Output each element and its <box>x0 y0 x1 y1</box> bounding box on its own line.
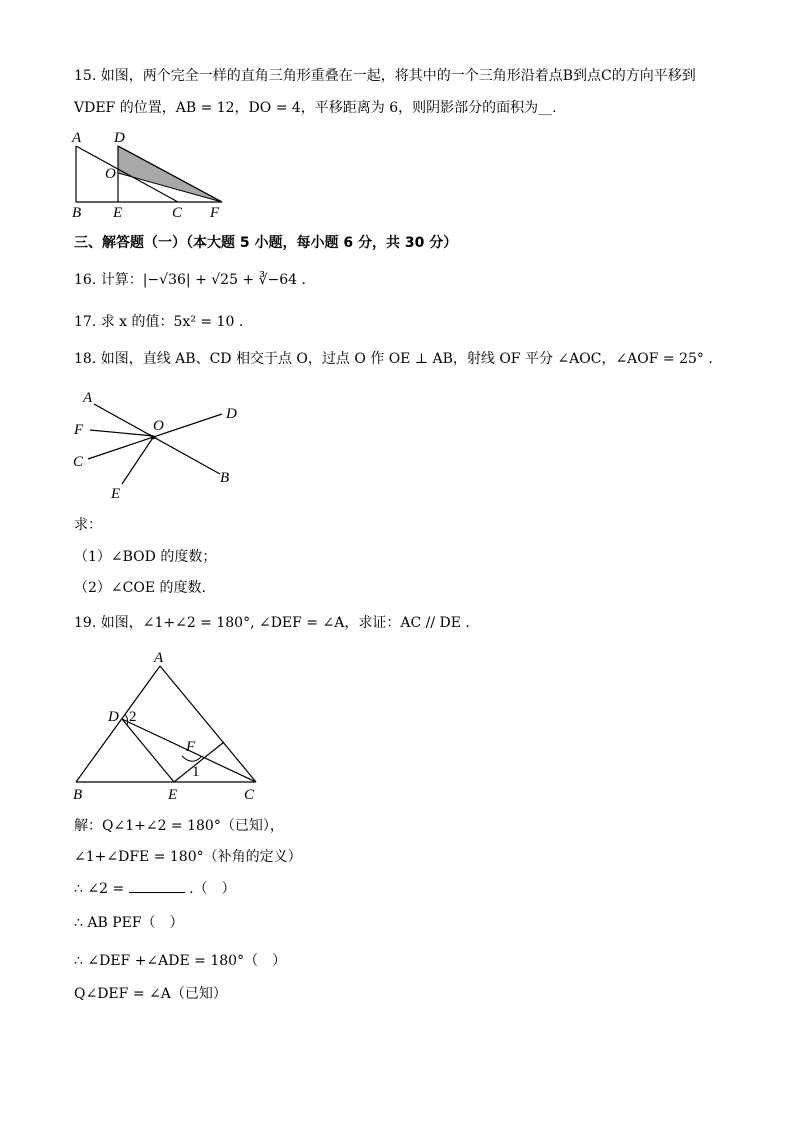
q17-text: 17. 求 x 的值：5x² = 10 . <box>74 314 244 330</box>
q19-label-d: D <box>108 709 119 725</box>
q19-step5: ∴ ∠DEF +∠ADE = 180°（ ） <box>74 953 287 969</box>
q18-figure <box>70 386 250 504</box>
q19-step2: ∠1+∠DFE = 180°（补角的定义） <box>74 849 302 865</box>
q18-ray-of <box>90 430 154 436</box>
q18-sub2: （2）∠COE 的度数. <box>74 580 206 596</box>
q18-line-ab <box>94 404 220 474</box>
q18-text: 18. 如图，直线 AB、CD 相交于点 O，过点 O 作 OE ⊥ AB，射线 OF 平分 ∠AOC，∠AOF = 25° . <box>74 351 713 367</box>
q19-text: 19. 如图，∠1+∠2 = 180°, ∠DEF = ∠A，求证：AC // DE . <box>74 615 470 631</box>
q15-label-c: C <box>172 205 183 221</box>
q15-line1: 15. 如图，两个完全一样的直角三角形重叠在一起，将其中的一个三角形沿着点B到点C的方向平移到 <box>74 68 696 84</box>
q19-step3 <box>74 880 236 898</box>
q19-step3-prefix: ∴ ∠2 = <box>74 881 125 897</box>
section3-heading: 三、解答题（一）（本大题 5 小题，每小题 6 分，共 30 分） <box>74 235 458 251</box>
q16-text: 16. 计算：|−√36| + √25 + ∛−64 . <box>74 272 306 288</box>
q15-label-b: B <box>72 205 82 221</box>
q19-label-2: 2 <box>129 709 137 725</box>
q19-label-f: F <box>186 739 196 755</box>
q19-step6: Q∠DEF = ∠A（已知） <box>74 986 227 1002</box>
q18-label-a: A <box>83 390 93 406</box>
q19-step1: 解：Q∠1+∠2 = 180°（已知）， <box>74 818 284 834</box>
q18-ask: 求： <box>74 517 102 533</box>
q18-label-e: E <box>111 486 121 502</box>
q18-sub1: （1）∠BOD 的度数； <box>74 549 217 565</box>
q15-label-a: A <box>72 130 82 146</box>
q15-label-f: F <box>210 205 220 221</box>
q15-figure <box>70 128 230 220</box>
q19-step3-suffix: .（ ） <box>189 881 236 897</box>
q19-step4: ∴ AB PEF（ ） <box>74 915 184 931</box>
q19-label-b: B <box>73 787 83 803</box>
q15-label-e: E <box>113 205 123 221</box>
q15-label-o: O <box>105 166 116 182</box>
q15-label-d: D <box>114 130 125 146</box>
q19-label-c: C <box>244 787 255 803</box>
q19-figure <box>70 648 270 804</box>
q19-side-ac <box>160 666 256 782</box>
q18-label-d: D <box>226 406 237 422</box>
q18-label-b: B <box>220 470 230 486</box>
q18-label-f: F <box>74 422 84 438</box>
q19-angle1-arc <box>182 756 201 761</box>
q19-label-e: E <box>168 787 178 803</box>
q19-answer-blank[interactable] <box>129 880 185 893</box>
q15-line2: VDEF 的位置，AB = 12，DO = 4，平移距离为 6，则阴影部分的面积为__. <box>74 100 557 116</box>
q18-label-c: C <box>73 454 84 470</box>
q19-label-a: A <box>154 650 164 666</box>
q19-label-1: 1 <box>192 764 200 780</box>
q19-segment-de <box>122 719 174 782</box>
q18-ray-oe <box>122 436 154 484</box>
q18-label-o: O <box>153 418 164 434</box>
